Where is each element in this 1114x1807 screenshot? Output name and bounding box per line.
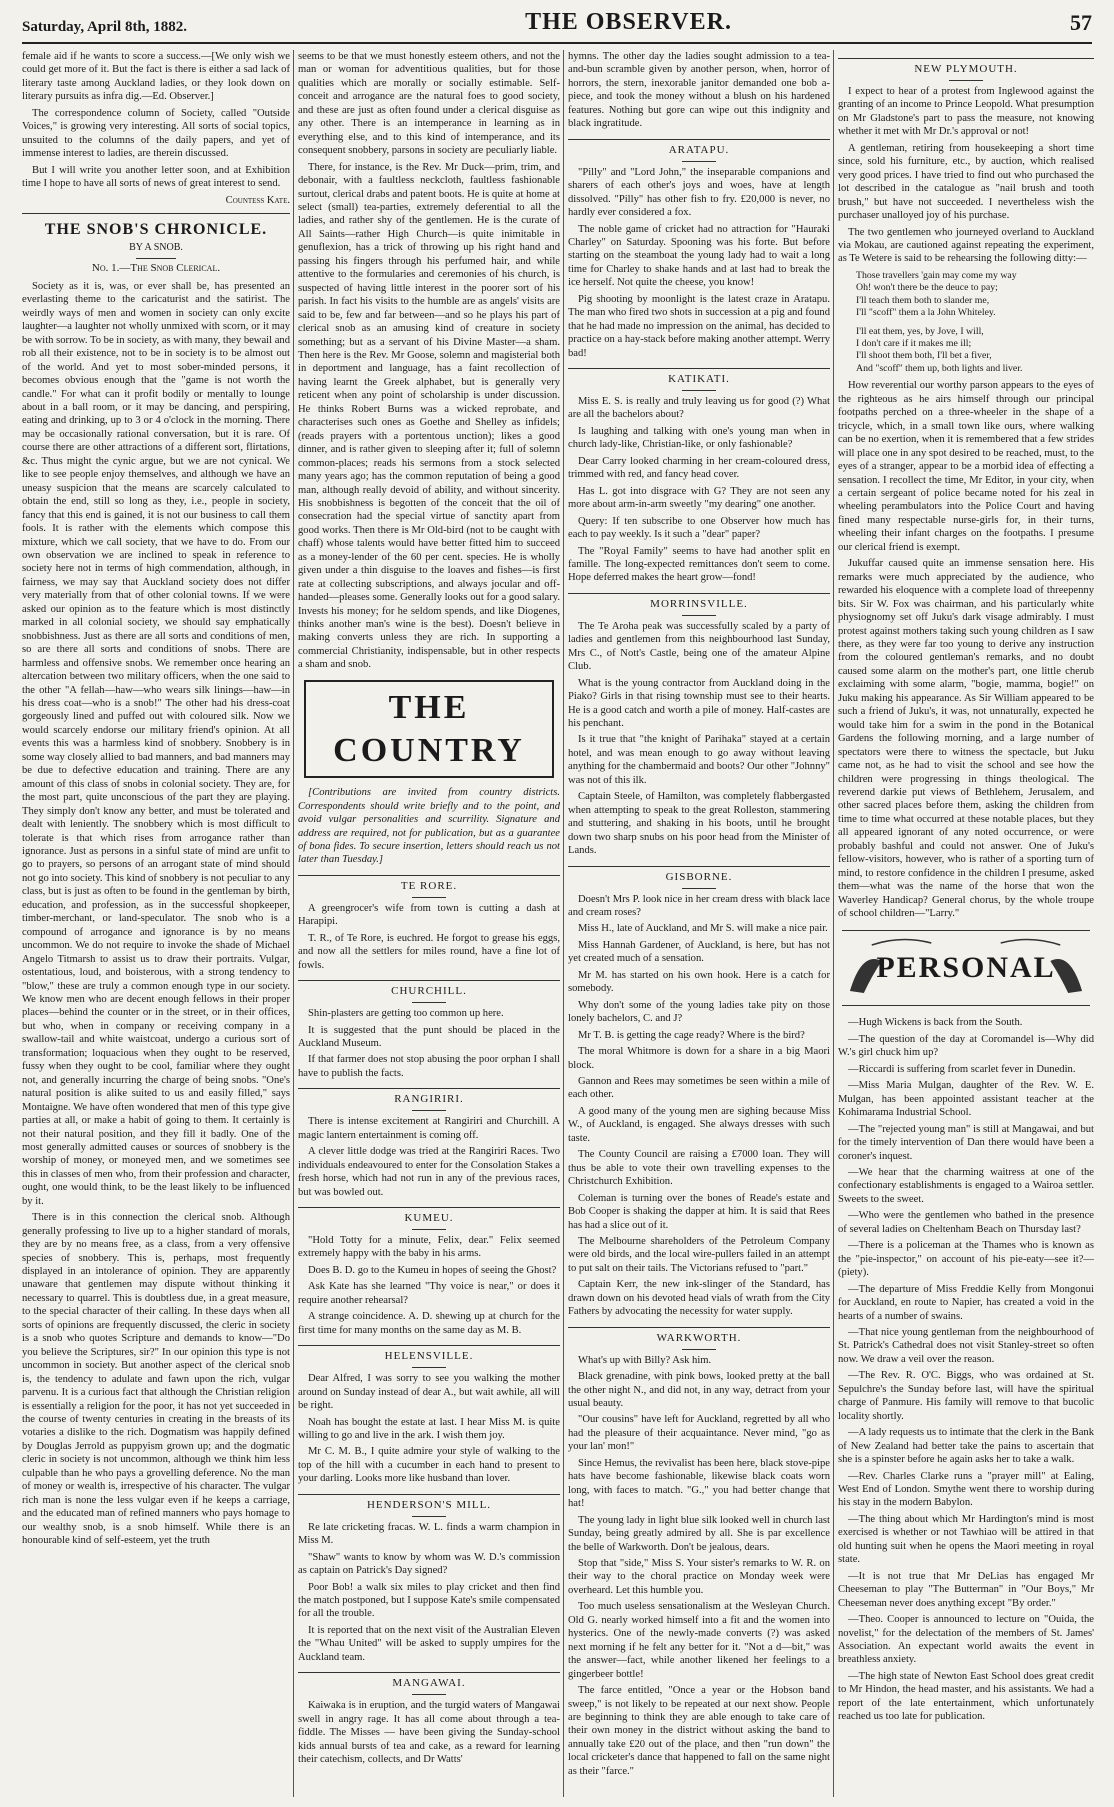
paragraph: What's up with Billy? Ask him. — [578, 1354, 712, 1366]
paragraph: The County Council are raising a £7000 loan. They will thus be able to vote their own travelling expenses to the Christchurch Exhibition. — [568, 1149, 830, 1188]
column-rule — [833, 50, 834, 1797]
column-1 — [22, 50, 290, 1797]
poem-line: I don't care if it makes me ill; — [856, 338, 972, 350]
paragraph: Pig shooting by moonlight is the latest craze in Aratapu. The man who fired two shots in succession at a pig and found that he had made no impression on the animal, has decided to practice on a hay-stack before making another attempt. Werry bad! — [568, 293, 830, 359]
paragraph: There is intense excitement at Rangiriri and Churchill. A magic lantern entertainment is coming off. — [298, 1116, 560, 1141]
personal-banner — [842, 930, 1090, 1006]
poem-line: Oh! won't there be the deuce to pay; — [856, 282, 998, 294]
paragraph: Captain Kerr, the new ink-slinger of the Standard, has drawn down on his devoted head vials of wrath from the City Fathers by advocating the necessity for water supply. — [568, 1279, 830, 1318]
paragraph: hymns. The other day the ladies sought admission to a tea-and-bun scramble given by another person, when, horror of horrors, the stern, inexorable janitor demanded one bob a-piece, and took the money without a blush on his hardened features. Nothing but gore can wipe out this indignity and black ingratitude. — [568, 51, 830, 130]
paragraph: Captain Steele, of Hamilton, was completely flabbergasted when attempting to speak to the great Rolleston, stammering and stuttering, and shaking in his boots, until he brought down two sharp snubs on his poor head from the Minister of Lands. — [568, 791, 830, 857]
personal-item: —Miss Maria Mulgan, daughter of the Rev. W. E. Mulgan, has been appointed assistant teacher at the Kohimarama Industrial School. — [838, 1080, 1094, 1119]
paragraph: Does B. D. go to the Kumeu in hopes of seeing the Ghost? — [308, 1264, 557, 1276]
personal-item: —Hugh Wickens is back from the South. — [848, 1017, 1023, 1029]
paragraph: "Pilly" and "Lord John," the inseparable companions and sharers of each other's joys and woes, have at length dissolved. "Pilly" has other fish to fry. £20,000 is never, no hardly ever considered a fox. — [568, 166, 830, 219]
paragraph: Coleman is turning over the bones of Reade's estate and Bob Cooper is shaking the dapper at him. It is said that Rees has had a slice out of it. — [568, 1192, 830, 1231]
column-rule — [563, 50, 564, 1797]
paragraph: Dear Carry looked charming in her cream-coloured dress, trimmed with red, and fancy head cover. — [568, 455, 830, 481]
poem-line: I'll eat them, yes, by Jove, I will, — [856, 325, 984, 337]
poem-line: Those travellers 'gain may come my way — [856, 269, 1017, 281]
paragraph: "Hold Totty for a minute, Felix, dear." Felix seemed extremely happy with the baby in his arms. — [298, 1235, 560, 1260]
paragraph: A good many of the young men are sighing because Miss W., of Auckland, is engaged. She always dresses with such taste. — [568, 1105, 830, 1144]
section-heading: KATIKATI. — [568, 368, 830, 391]
paragraph: Noah has bought the estate at last. I hear Miss M. is quite willing to go and live in the ark. I wish them joy. — [298, 1416, 560, 1441]
divider — [22, 213, 290, 214]
section-heading: CHURCHILL. — [298, 980, 560, 1003]
paragraph: It is suggested that the punt should be placed in the Auckland Museum. — [298, 1024, 560, 1050]
paragraph: The "Royal Family" seems to have had another split en famille. The long-expected remittances don't seem to come. Hope deferred makes the heart grow—fond! — [568, 545, 830, 584]
signature: Countess Kate. — [225, 194, 290, 206]
paragraph: Miss H., late of Auckland, and Mr S. will make a nice pair. — [578, 923, 828, 935]
article-subheading: No. 1.—The Snob Clerical. — [91, 261, 221, 274]
personal-item: —The "rejected young man" is still at Mangawai, and but for the timely intervention of Dan there would have been a coroner's inquest. — [838, 1123, 1094, 1162]
paragraph: Miss Hannah Gardener, of Auckland, is here, but has not yet created much of a sensation. — [568, 939, 830, 965]
personal-item: —The Rev. R. O'C. Biggs, who was ordained at St. Sepulchre's the Sunday before last, will have the spiritual charge of Panmure. His family will remove to that bucolic locality shortly. — [838, 1370, 1094, 1422]
personal-item: —Theo. Cooper is announced to lecture on "Ouida, the novelist," for the delectation of the members of St. James' Association. An expectant world awaits the event in breathless anxiety. — [838, 1614, 1094, 1666]
country-sections — [298, 875, 560, 1767]
section-heading: RANGIRIRI. — [298, 1088, 560, 1111]
personal-items — [838, 1016, 1094, 1723]
personal-item: —The high state of Newton East School does great credit to Mr Hindon, the head master, and his assistants. We had a report of the late entertainment, which unfortunately reached us too late for publication. — [838, 1670, 1094, 1723]
personal-item: —That nice young gentleman from the neighbourhood of St. Patrick's Cathedral does not visit Stanley-street so often now. We draw a veil over the reason. — [838, 1327, 1094, 1365]
section-heading: MANGAWAI. — [298, 1672, 560, 1695]
paragraph: Ask Kate has she learned "Thy voice is near," or does it require another rehearsal? — [298, 1281, 560, 1306]
paragraph: Mr C. M. B., I quite admire your style of walking to the top of the hill with a cucumber in each hand to present to your darling. Looks more like husband than lover. — [298, 1446, 560, 1485]
paragraph: Re late cricketing fracas. W. L. finds a warm champion in Miss M. — [298, 1521, 560, 1547]
personal-item: —Who were the gentlemen who bathed in the presence of several ladies on Cheltenham Beach on Thursday last? — [838, 1210, 1094, 1235]
paragraph: Society as it is, was, or ever shall be, has presented an everlasting theme to the caricaturist and the satirist. The weirdly ways of men and women in society can only excite laughter—a laughter not wholly unmixed with scorn, or it may be with sorrow. To be in society, as with many, they bewail and rob all their existence, not to be in society is to be almost out of the world. And yet to most sober-minded persons, it becomes obvious enough that the "game is not worth the candle." For what can it profit bodily or mentally to lounge about in a ball room, or it may be dancing, and perspiring, eating and drinking, up to 3 or 4 o'clock in the morning. There may be occasionally rational conversation, but it is rare. Of course there are other attractions of a different sort, flirtations, &c. Thus might the cynic argue, but we are not cynical. We like to see people enjoy themselves, and although we have an uneasy suspicion that the means are scarcely calculated to obtain the end, still so long as they, i.e., people in society, fancy that this end is gained, it is not our business to call them fools. It is rather with the elements which compose this mixture, which we call society, that we have to do. From our own observation we are inclined to speak in reference to society here not in terms of high commendation, although, in fairness, we may say that Auckland society does not differ very materially from that of other colonial towns. If we were asked our opinion as to the feature which is most distinctly marked in all colonial society, we should say emphatically snobbishness. Just as there are all sorts and conditions of men, so are there all sorts and conditions of snobs. There are harmless and offensive snobs. We remember once hearing an altercation between two military officers, when the one said to the other "A fellah—haw—who wears silk linings—haw—in his dress coat—who is a snob!" The other had his dress-coat gorgeously lined and puffed out with coloured silk. Now we would scarcely endorse our military friend's opinion. At all events this was a harmless kind of snobbery. Snobbery is in some way closely allied to bad manners, and bad manners may be due to defective education and training. There are any amount of this class of snobs in colonial society. They are, for the most part, quite unconscious of the part they are playing. They simply don't know any better, and must be tolerated and dealt with leniently. The snobbery which is most difficult to tolerate is that which rises from arrogance rather than ignorance. Just as persons in a sinful state of mind are unfit to go to prayers, so persons of an arrogant state of mind should not go into society. This kind of snobbery is not peculiar to any class, but is just as often to be found in the gentleman by birth, education, and profession, as in the successful shopkeeper, timber-merchant, or land-speculator. The snob who is a compound of arrogance and ignorance is by no means uncommon. We do not require to invoke the shade of Michael Angelo Titmarsh to assist us to draw their portraits. Vulgar, ostentatious, loud, and boisterous, with a strong tendency to "blow," these are truly a common enough type in our society. We know men who are decent enough fellows in their proper places—behind the counter or in the street, or in their offices, but who, when in company or receiving company in a swallow-tail and white waistcoat, undergo a curious sort of transformation; loquacious when they ought to be reserved, fussy when they ought to be cool, familiar where they ought not, and generally incurring the charge of being snobs. "One's natural position is alike suited to us and easily filled," says Montaigne. We have often wondered that men of this type give parties at all, or make a habit of going to them. It certainly is not their natural position, and they fill it badly. One of the most generally admitted causes or sources of snobbery is the worship of money, or moneyed men, and we sometimes see this in classes of men who, from their profession and character, ought, one would think, to be the least likely to be influenced by it. — [22, 280, 290, 1207]
paragraph: Black grenadine, with pink bows, looked pretty at the ball the other night N., and did not, in any way, detract from your usual beauty. — [568, 1371, 830, 1409]
personal-item: —A lady requests us to intimate that the clerk in the Bank of New Zealand had better take the pains to ascertain that she is a spinster before he again asks her to take a walk. — [838, 1427, 1094, 1466]
divider — [136, 258, 176, 259]
section-heading: GISBORNE. — [568, 866, 830, 889]
section-heading: KUMEU. — [298, 1207, 560, 1230]
paragraph: A clever little dodge was tried at the Rangiriri Races. Two individuals endeavoured to enter for the Consolation Stakes a fresh horse, which had not run in any of the previous races, but was bowled out. — [298, 1146, 560, 1198]
column-3 — [568, 50, 830, 1797]
paragraph: Is it true that "the knight of Parihaka" stayed at a certain hotel, and was mean enough to go away without leaving anything for the chambermaid and boots? Our other "Johnny" was not of this ilk. — [568, 734, 830, 786]
paragraph: A gentleman, retiring from housekeeping a short time since, sold his furniture, etc., by auction, which realised very good prices. I have tried to find out who purchased the lot described in the catalogue as "nail brush and tooth brush," but have not succeeded. I nevertheless wish the purchaser unalloyed joy of his purchase. — [838, 142, 1094, 222]
paragraph: Why don't some of the young ladies take pity on those lonely bachelors, C. and J? — [568, 999, 830, 1025]
paragraph: Dear Alfred, I was sorry to see you walking the mother around on Sunday instead of dear A., but wait awhile, all will be right. — [298, 1373, 560, 1412]
poem-line: I'll shoot them both, I'll bet a fiver, — [856, 350, 992, 362]
paragraph: Doesn't Mrs P. look nice in her cream dress with black lace and cream roses? — [568, 893, 830, 918]
paragraph: If that farmer does not stop abusing the poor orphan I shall have to publish the facts. — [298, 1054, 560, 1079]
paragraph: "Shaw" wants to know by whom was W. D.'s commission as captain on Patrick's Day signed? — [298, 1551, 560, 1577]
paragraph: The correspondence column of Society, called "Outside Voices," is growing very interesting. All sorts of social topics, unsuited to the columns of the daily papers, and yet of immense interest to ladies, are therein discussed. — [22, 107, 290, 160]
paragraph: Has L. got into disgrace with G? They are not seen any more about arm-in-arm sweetly "my dearing" one another. — [568, 485, 830, 511]
issue-date: Saturday, April 8th, 1882. — [22, 19, 188, 35]
byline: BY A SNOB. — [129, 242, 183, 254]
section-heading: NEW PLYMOUTH. — [838, 58, 1094, 81]
masthead — [22, 4, 1092, 44]
paragraph: seems to be that we must honestly esteem others, and not the man or woman for adventitious qualities, but for those qualities which are morally or socially estimable. Self-conceit and arrogance are the natural foes to good society, and these are just as often found under a clerical disguise as any other. There is an intemperance in learning as in everything else, and to this kind of intemperance, and its consequent snobbery, parsons in society are peculiarly liable. — [298, 51, 560, 157]
paragraph: The young lady in light blue silk looked well in church last Sunday, being greatly admired by all. She is par excellence the belle of Warkworth. Don't be jealous, dears. — [568, 1514, 830, 1553]
poem — [856, 270, 1094, 376]
paragraph: T. R., of Te Rore, is euchred. He forgot to grease his eggs, and now all the settlers for miles round, have a fine lot of fowls. — [298, 932, 560, 971]
paragraph: The Te Aroha peak was successfully scaled by a party of ladies and gentlemen from this neighbourhood last Sunday, Mrs C., of Nott's Castle, being one of the amateur Alpine Club. — [568, 620, 830, 673]
the-country-banner: THE COUNTRY — [304, 680, 554, 778]
personal-item: —The departure of Miss Freddie Kelly from Mongonui for Auckland, en route to Napier, has created a void in the hearts of a number of swains. — [838, 1283, 1094, 1322]
paragraph: female aid if he wants to score a success.—[We only wish we could get more of it. But the fact is there is either a sad lack of literary taste among Auckland ladies, or they look down on literary pursuits as infra dig.—Ed. Observer.] — [22, 51, 290, 103]
paragraph: The noble game of cricket had no attraction for "Hauraki Charley" on Saturday. Spooning was his forte. But before starting on the steamboat the young lady had to wait a long time for Charley to shake hands and at last had to break the ice herself. Not quite the cheese, you know! — [568, 223, 830, 289]
paragraph: There, for instance, is the Rev. Mr Duck—prim, trim, and debonair, with a faultless neckcloth, faultless fashionable surtout, clerical drabs and patent boots. He is quite at home at select (small) tea-parties, extremely deferential to all the ladies, and rather shy of the gentlemen. He is the curate of All Saints—rather High Church—is quite inimitable in genuflexion, has a trick of throwing up his right hand and passing his fingers through his perfumed hair, and while attentive to the formularies and ceremonies of his church, is suspected of having little interest in the poorer sort of his parish. In fact his visits to the humble are as angels' visits are said to be, few and far between—and so he plays his part of clerical snob as an amusing kind of creature in society something; but as a servant of his Divine Master—a sham. Then here is the Rev. Mr Goose, solemn and magisterial both in deportment and language, has a faint recollection of having learnt the Greek alphabet, but is generally very reticent when any point of scholarship is under discussion. He thinks Robert Burns was a wicked reprobate, and characterises such ones as Goethe and Shelley as infidels; (reads prayers with a portentous unction); likes a good dinner, and is rather given to sleeping after it; full of solemn common-places; reads his sermons from a stock selected many years ago; has the common reputation of being a good man, although really devoid of ability, and without sincerity. His snobbishness is begotten of the conceit that the oil of consecration had the special virtue of sanctity apart from good works. Then there is Mr Old-bird (not to be caught with chaff) whose talents would have better fitted him to succeed as a money-lender of the 60 per cent. species. He is wholly given under a thin disguise to the loaves and fishes—is first rate at collecting subscriptions, and always jocular and off-handed—pleases some. Generally looks out for a good salary. Invests his money; for he seldom spends, and like Diogenes, thinks another man's wine is the best). Doesn't believe in making converts unless they are rich. In supporting a commercial Christianity, indispensable, but in other respects a sham and snob. — [298, 161, 560, 671]
section-heading: HENDERSON'S MILL. — [298, 1494, 560, 1517]
paragraph: Poor Bob! a walk six miles to play cricket and then find the match postponed, but I suppose Kate's smile compensated for all the trouble. — [298, 1581, 560, 1620]
paragraph: There is in this connection the clerical snob. Although generally professing to live up to a higher standard of morals, they are by no means free, as a class, from a very offensive species of snobbery. This is, perhaps, most frequently displayed in an intolerance of opinion. They are apparently unaware that gentlemen may dispute without thinking it necessary to quarrel. This is doubtless due, in a great measure, to the special character of their calling. In these days when all sorts of opinions are frequently discussed, the cleric in society is a snob who quotes Scripture and demands to know—"Do you believe the Scriptures, sir?" In our opinion this type is not uncommon in society. But another aspect of the clerical snob is, the tendency to adulate and fawn upon the rich, vulgar parvenu. It is a curious fact that although the Christian religion is essentially a religion for the poor, it has not yet succeeded in the course of twenty centuries in creating in the breasts of its votaries a dislike to the rich. Dogmatism was happily defined by Douglas Jerrold as puppyism grown up; and the dogmatic cleric in society is not uncommon, although we think him less culpable than he who pays a grovelling deference. No the man of money or wealth is, irrespective of his character. The vulgar rich man is none the less vulgar even if he keeps a carriage, and the educated man of refined manners who pays homage to our wealthy snob, is a snob himself. While there is an honourable kind of self-esteem, yet the truth — [22, 1212, 290, 1547]
personal-title: PERSONAL — [876, 951, 1056, 985]
paragraph: The moral Whitmore is down for a share in a big Maori block. — [568, 1046, 830, 1071]
paragraph: Query: If ten subscribe to one Observer how much has each to pay weekly. Is it such a "dear" paper? — [568, 515, 830, 541]
personal-item: —There is a policeman at the Thames who is known as the "pie-inspector," on account of his pie-eaty—see it?—(piety). — [838, 1240, 1094, 1279]
section-heading: WARKWORTH. — [568, 1327, 830, 1350]
country-sections — [568, 139, 830, 1779]
paragraph: I expect to hear of a protest from Inglewood against the granting of an income to Prince Leopold. What presumption on Mr Gladstone's part to pass the measure, not knowing whether it met with Mr Dr.'s approval or not! — [838, 85, 1094, 138]
paragraph: How reverential our worthy parson appears to the eyes of the righteous as he airs himself through our principal footpaths perched on a three-wheeler in the shape of a tricycle, which, in a small town like ours, where walking can be no exertion, when it is remembered that a few strides will place one in any spot desired to be reached, must, to the eyes of a stranger, appear to be a morbid idea of effecting a sensation. I recollect the time, Mr Editor, in your city, when a certain sergeant of police became noted for his zeal in wheeling perambulators into the Police Court and having fined many respectable nurse-girls for, in their turns, wheeling their infant charges on the footpaths. I presume our clerical friend is exempt. — [838, 380, 1094, 553]
personal-item: —Rev. Charles Clarke runs a "prayer mill" at Ealing, West End of London. Smythe went there to worship during his stay in the modern Babylon. — [838, 1470, 1094, 1509]
paragraph: Too much useless sensationalism at the Wesleyan Church. Old G. nearly worked himself into a fit and the women into hysterics. One of the newly-made converts (?) was asked next morning if he felt any better for it. "Not a d—bit," was the answer—fact, while another likened her feelings to a gingerbeer bottle! — [568, 1601, 830, 1680]
paragraph: The farce entitled, "Once a year or the Hobson band sweep," is not likely to be repeated at our next show. People are beginning to think they are able enough to take care of their own money in the district without asking the band to annually take £20 out of the place, and then "run down" the local cricketer's dance that happened to fall on the same night as their "farce." — [568, 1685, 830, 1777]
paragraph: Kaiwaka is in eruption, and the turgid waters of Mangawai swell in angry rage. It has all come about through a tea-fiddle. The Misses — have been giving the Sunday-school kids annual bursts of tea and cake, as a reward for learning their catechism, collects, and Dr Watts' — [298, 1700, 560, 1766]
section-heading: TE RORE. — [298, 875, 560, 898]
paragraph: A strange coincidence. A. D. shewing up at church for the first time for many months on the same day as M. B. — [298, 1311, 560, 1336]
paragraph: Mr M. has started on his own hook. Here is a catch for somebody. — [568, 969, 830, 995]
poem-line: I'll teach them both to slander me, — [856, 294, 990, 306]
paragraph: Is laughing and talking with one's young man when in church lady-like, Christian-like, or only fashionable? — [568, 425, 830, 451]
column-2 — [298, 50, 560, 1797]
paragraph: Shin-plasters are getting too common up here. — [308, 1008, 504, 1020]
paragraph: Since Hemus, the revivalist has been here, black stove-pipe hats have become fashionable, likewise black coats worn long, with faces to match. "G.," you had better change that hat! — [568, 1457, 830, 1510]
paragraph: Gannon and Rees may sometimes be seen within a mile of each other. — [568, 1075, 830, 1101]
paragraph: "Our cousins" have left for Auckland, regretted by all who had the pleasure of their acquaintance. Never mind, "go as your lan' mon!" — [568, 1414, 830, 1453]
article-heading: THE SNOB'S CHRONICLE. — [44, 220, 268, 238]
paper-title: THE OBSERVER. — [525, 9, 732, 35]
column-rule — [293, 50, 294, 1797]
paragraph: What is the young contractor from Auckland doing in the Piako? Girls in that rising township must see to their hearts. He is a good catch and worth a pile of money. Half-castes are his penchant. — [568, 677, 830, 730]
column-4 — [838, 50, 1094, 1797]
personal-item: —The question of the day at Coromandel is—Why did W.'s girl chuck him up? — [838, 1033, 1094, 1059]
personal-item: —Riccardi is suffering from scarlet fever in Dunedin. — [848, 1063, 1076, 1075]
contribution-notice: [Contributions are invited from country districts. Correspondents should write briefly and to the point, and avoid vulgar personalities and scurrility. Signature and address are required, not for publication, but as a guarantee of bona fides. To secure insertion, letters should reach us not later than Tuesday.] — [298, 787, 560, 866]
section-heading: ARATAPU. — [568, 139, 830, 162]
paragraph: The Melbourne shareholders of the Petroleum Company were old birds, and the local wire-pullers failed in an attempt to put salt on their tails. The Victorians refused to "part." — [568, 1235, 830, 1274]
section-heading: MORRINSVILLE. — [568, 593, 830, 616]
paragraph: Mr T. B. is getting the cage ready? Where is the bird? — [578, 1029, 805, 1041]
section-heading: HELENSVILLE. — [298, 1345, 560, 1368]
poem-line: I'll "scoff" them a la John Whiteley. — [856, 307, 996, 319]
paragraph: Jukuffar caused quite an immense sensation here. His remarks were much appreciated by the audience, who rewarded his eloquence with a complete load of threepenny bits. Sir W. Fox was chairman, and his particularly white physiognomy set off Juku's dark visage admirably. I must protest against mothers taking such young children as I saw there, as they were far too young to derive any instruction from the coloured gentleman's remarks, and no doubt caused some alarm on the mother's part, one little cherub exclaiming with some alarm, "bogie, mamma, bogie!" on Juku making his appearance. As Sir William appeared to be such a friend of Juku's, it was, not unnaturally, expected he would take him for a swim in the pond in the Botanical Gardens the following morning, and a large number of spectators were there to witness the spectacle, but Juku came not, as he had to visit the school and see how the children were progressing in things theological. The reverend darkie put views of Bethlehem, Jerusalem, and other sacred places before them, asking the children from time to time what occurred at these notable places, but they all appeared ignorant of any noted occurrence, or were probably bashful and could not answer. One of Juku's fellow-visitors, however, who is rather of a sporting turn of mind, to restore confidence in the children I presume, asked them—what was the name of the horse that won the Waverley Handicap? General chorus, by the whole troupe of school children—"Larry." — [838, 558, 1094, 920]
poem-line: And "scoff" them up, both lights and liver. — [856, 362, 1023, 374]
paragraph: A greengrocer's wife from town is cutting a dash at Harapipi. — [298, 902, 560, 928]
page-number: 57 — [1070, 10, 1092, 35]
personal-item: —It is not true that Mr DeLias has engaged Mr Cheeseman to play "The Butterman" in "Our Boys," Mr Cheeseman never does anything except "By order." — [838, 1570, 1094, 1609]
paragraph: It is reported that on the next visit of the Australian Eleven the "Whau United" will be asked to supply umpires for the Auckland team. — [298, 1624, 560, 1663]
personal-item: —The thing about which Mr Hardington's mind is most exercised is whether or not Tawhiao will be attired in that old hunting suit when he opens the Maori meeting in royal state. — [838, 1513, 1094, 1566]
paragraph: Miss E. S. is really and truly leaving us for good (?) What are all the bachelors about? — [568, 396, 830, 421]
personal-item: —We hear that the charming waitress at one of the confectionary establishments is engaged to a Wairoa settler. Sweets to the sweet. — [838, 1167, 1094, 1205]
paragraph: But I will write you another letter soon, and at Exhibition time I hope to have all sorts of news of great interest to send. — [22, 164, 290, 190]
paragraph: Stop that "side," Miss S. Your sister's remarks to W. R. on their way to the choral practice on Monday week were overheard. Let this humble you. — [568, 1557, 830, 1596]
paragraph: The two gentlemen who journeyed overland to Auckland via Mokau, are cautioned against repeating the experiment, as Te Wetere is said to be rehearsing the following ditty:— — [838, 226, 1094, 265]
